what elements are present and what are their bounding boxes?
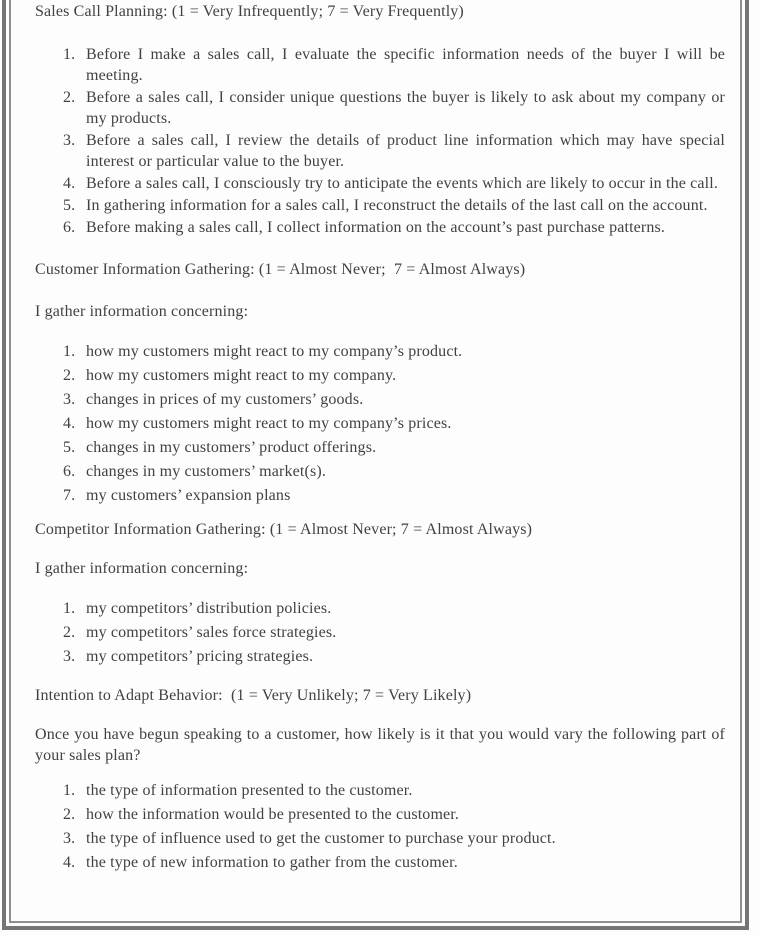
question-list: [35, 44, 725, 238]
section-title: Customer Information Gathering: (1 = Almost Never; 7 = Almost Always): [35, 261, 526, 278]
section-intro: I gather information concerning:: [35, 560, 249, 577]
question-list: [35, 598, 725, 667]
questionnaire-page: [11, 0, 740, 921]
question-item: changes in my customers’ market(s).: [86, 463, 326, 480]
section-sales-call-planning: [35, 1, 725, 238]
question-item: how the information would be presented to the customer.: [86, 806, 460, 823]
section-intro: Once you have begun speaking to a customer, how likely is it that you would vary the following part of your sales plan?: [35, 726, 725, 764]
question-item: In gathering information for a sales call, I reconstruct the details of the last call on the account.: [86, 197, 708, 214]
page-frame-inner: [9, 0, 742, 923]
question-item: Before a sales call, I consider unique questions the buyer is likely to ask about my company or my products.: [86, 89, 725, 127]
question-item: Before I make a sales call, I evaluate the specific information needs of the buyer I will be meeting.: [86, 46, 725, 84]
question-item: Before a sales call, I review the details of product line information which may have special interest or particular value to the buyer.: [86, 132, 725, 170]
question-item: my competitors’ distribution policies.: [86, 600, 332, 617]
question-item: the type of influence used to get the customer to purchase your product.: [86, 830, 556, 847]
question-list: [35, 341, 725, 506]
section-title: Competitor Information Gathering: (1 = Almost Never; 7 = Almost Always): [35, 521, 533, 538]
question-item: the type of new information to gather from the customer.: [86, 854, 458, 871]
section-competitor-information-gathering: [35, 519, 725, 667]
question-item: Before a sales call, I consciously try to anticipate the events which are likely to occur in the call.: [86, 175, 718, 192]
question-item: the type of information presented to the customer.: [86, 782, 413, 799]
question-item: my competitors’ sales force strategies.: [86, 624, 337, 641]
question-list: [35, 780, 725, 873]
question-item: my customers’ expansion plans: [86, 487, 291, 504]
question-item: how my customers might react to my company’s prices.: [86, 415, 452, 432]
question-item: how my customers might react to my company’s product.: [86, 343, 463, 360]
question-item: how my customers might react to my company.: [86, 367, 397, 384]
section-customer-information-gathering: [35, 259, 725, 506]
question-item: changes in my customers’ product offerings.: [86, 439, 377, 456]
page-frame-outer: [2, 0, 749, 930]
section-title: Sales Call Planning: (1 = Very Infrequently; 7 = Very Frequently): [35, 3, 464, 20]
question-item: Before making a sales call, I collect information on the account’s past purchase patterns.: [86, 219, 666, 236]
section-title: Intention to Adapt Behavior: (1 = Very Unlikely; 7 = Very Likely): [35, 687, 472, 704]
section-intro: I gather information concerning:: [35, 303, 249, 320]
section-intention-to-adapt-behavior: [35, 685, 725, 873]
question-item: my competitors’ pricing strategies.: [86, 648, 314, 665]
question-item: changes in prices of my customers’ goods.: [86, 391, 364, 408]
